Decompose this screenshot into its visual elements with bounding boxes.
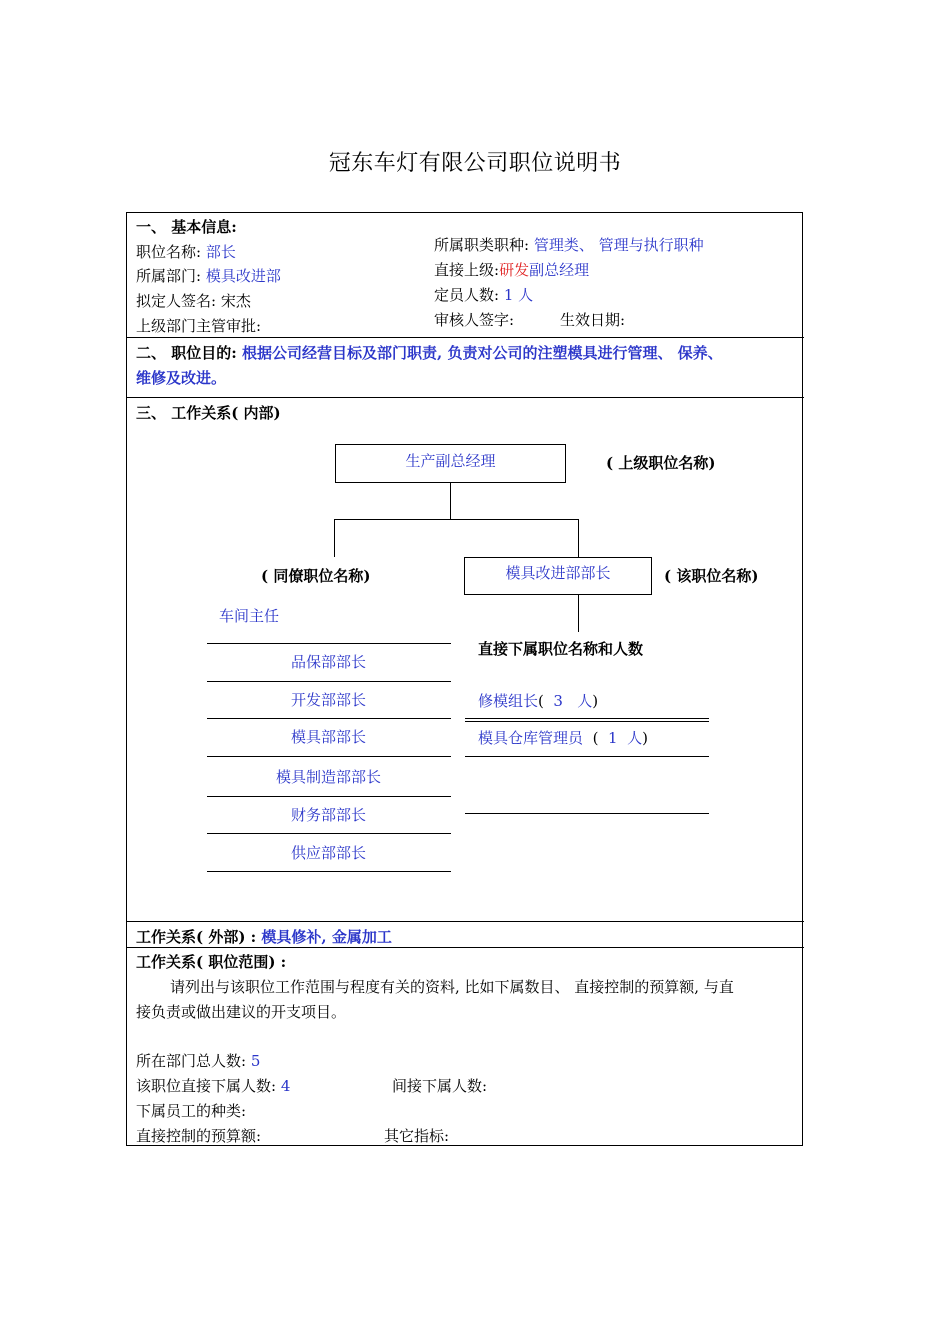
direct-reports-value: 4 bbox=[280, 1077, 291, 1095]
subordinate-divider bbox=[465, 813, 709, 814]
scope-heading: 工作关系( 职位范围) : bbox=[136, 953, 287, 971]
superior-caption: ( 上级职位名称) bbox=[606, 454, 716, 472]
row-divider bbox=[126, 397, 804, 398]
author-value: 宋杰 bbox=[220, 292, 251, 310]
effective-date-label: 生效日期: bbox=[560, 311, 626, 329]
subordinate-item bbox=[478, 727, 648, 748]
department-value: 模具改进部 bbox=[205, 267, 281, 285]
subordinate-divider bbox=[465, 721, 709, 722]
department-label: 所属部门: bbox=[136, 267, 202, 285]
org-connector bbox=[334, 519, 579, 520]
subordinate-close: ) bbox=[642, 729, 648, 747]
subordinate-unit: 人 bbox=[577, 692, 593, 710]
category-field bbox=[434, 234, 704, 255]
subordinate-divider bbox=[465, 718, 709, 719]
department-field bbox=[136, 265, 281, 286]
peer-item: 模具制造部部长 bbox=[275, 768, 381, 786]
superior-value-red: 研发 bbox=[499, 261, 530, 279]
subordinate-open: ( bbox=[592, 729, 599, 747]
peer-item: 品保部部长 bbox=[290, 653, 366, 671]
peer-divider bbox=[207, 718, 451, 719]
other-metrics-label: 其它指标: bbox=[384, 1127, 450, 1145]
internal-relations-heading: 三、 工作关系( 内部) bbox=[136, 404, 281, 422]
subordinate-item bbox=[478, 690, 598, 711]
scope-desc-1: 请列出与该职位工作范围与程度有关的资料, 比如下属数目、 直接控制的预算额, 与直 bbox=[170, 978, 734, 996]
position-name-label: 职位名称: bbox=[136, 243, 202, 261]
peer-item: 模具部部长 bbox=[290, 728, 366, 746]
purpose-text-1: 根据公司经营目标及部门职责, 负责对公司的注塑模具进行管理、 保养、 bbox=[242, 344, 723, 362]
direct-reports-field bbox=[136, 1075, 290, 1096]
superior-value-blue: 副总经理 bbox=[529, 261, 590, 279]
superior-label: 直接上级: bbox=[434, 261, 500, 279]
basic-info-heading: 一、 基本信息: bbox=[136, 218, 237, 236]
peer-divider bbox=[207, 756, 451, 757]
external-relations bbox=[136, 926, 392, 947]
author-field bbox=[136, 290, 251, 311]
direct-reports-label: 该职位直接下属人数: bbox=[136, 1077, 277, 1095]
peer-divider bbox=[207, 833, 451, 834]
external-label: 工作关系( 外部) : bbox=[136, 928, 257, 946]
org-connector bbox=[334, 519, 335, 557]
dept-total-field bbox=[136, 1050, 260, 1071]
page-title: 冠东车灯有限公司职位说明书 bbox=[328, 151, 622, 176]
peer-caption: ( 同僚职位名称) bbox=[261, 567, 371, 585]
purpose-text-2: 维修及改进。 bbox=[136, 369, 227, 387]
purpose-heading: 二、 职位目的: bbox=[136, 344, 237, 362]
org-connector bbox=[578, 595, 579, 632]
approval-field: 上级部门主管审批: bbox=[136, 317, 262, 335]
subordinate-name: 模具仓库管理员 bbox=[478, 729, 584, 747]
dept-total-label: 所在部门总人数: bbox=[136, 1052, 247, 1070]
external-value: 模具修补, 金属加工 bbox=[261, 928, 392, 946]
subordinate-close: ) bbox=[592, 692, 599, 710]
row-divider bbox=[126, 337, 804, 338]
scope-desc-2: 接负责或做出建议的开支项目。 bbox=[136, 1003, 347, 1021]
subordinates-caption: 直接下属职位名称和人数 bbox=[478, 640, 644, 658]
headcount-field bbox=[434, 284, 533, 305]
superior-position-box: 生产副总经理 bbox=[335, 444, 566, 483]
staff-types-label: 下属员工的种类: bbox=[136, 1102, 247, 1120]
category-value: 管理类、 管理与执行职种 bbox=[533, 236, 704, 254]
dept-total-value: 5 bbox=[250, 1052, 261, 1070]
headcount-label: 定员人数: bbox=[434, 286, 500, 304]
subordinate-divider bbox=[465, 756, 709, 757]
position-name-field bbox=[136, 241, 236, 262]
category-label: 所属职类职种: bbox=[434, 236, 530, 254]
peer-item: 供应部部长 bbox=[290, 844, 366, 862]
row-divider bbox=[126, 947, 804, 948]
peer-item: 财务部部长 bbox=[290, 806, 366, 824]
org-connector bbox=[450, 483, 451, 519]
position-name-value: 部长 bbox=[205, 243, 236, 261]
peer-divider bbox=[207, 681, 451, 682]
headcount-value: 1 人 bbox=[503, 286, 534, 304]
self-caption: ( 该职位名称) bbox=[664, 567, 759, 585]
peer-divider bbox=[207, 643, 451, 644]
self-position-box: 模具改进部部长 bbox=[464, 557, 652, 595]
row-divider bbox=[126, 921, 804, 922]
purpose-line-1 bbox=[136, 342, 723, 363]
peer-item: 车间主任 bbox=[219, 607, 280, 625]
budget-label: 直接控制的预算额: bbox=[136, 1127, 262, 1145]
peer-divider bbox=[207, 871, 451, 872]
subordinate-unit: 人 bbox=[627, 729, 643, 747]
author-label: 拟定人签名: bbox=[136, 292, 217, 310]
peer-item: 开发部部长 bbox=[290, 691, 366, 709]
subordinate-name: 修模组长 bbox=[478, 692, 539, 710]
org-connector bbox=[578, 519, 579, 557]
subordinate-open: ( bbox=[538, 692, 544, 710]
reviewer-label: 审核人签字: bbox=[434, 311, 515, 329]
indirect-reports-label: 间接下属人数: bbox=[392, 1077, 488, 1095]
peer-divider bbox=[207, 796, 451, 797]
superior-field bbox=[434, 259, 589, 280]
subordinate-count: 3 bbox=[553, 692, 563, 710]
subordinate-count: 1 bbox=[607, 729, 618, 747]
